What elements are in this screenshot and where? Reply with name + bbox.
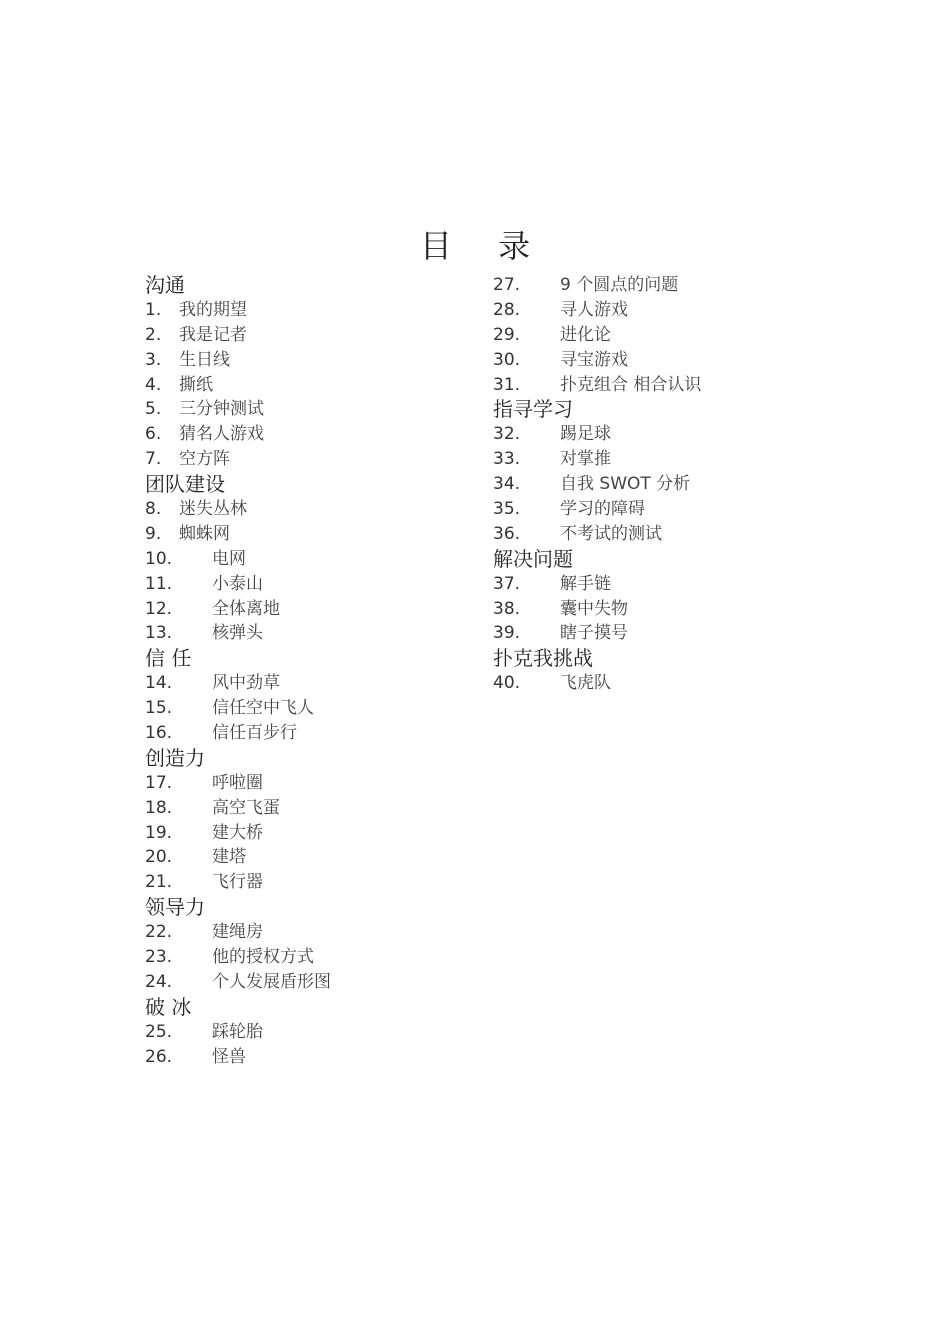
toc-entry[interactable] <box>145 1045 475 1070</box>
toc-entry-number: 26. <box>145 1046 173 1067</box>
toc-section-heading: 破 冰 <box>145 994 192 1019</box>
toc-entry-label: 呼啦圈 <box>212 772 263 793</box>
toc-entry-number: 23. <box>145 947 173 968</box>
toc-entry[interactable] <box>493 273 823 298</box>
toc-entry[interactable] <box>145 821 475 846</box>
toc-entry-number: 20. <box>145 847 173 868</box>
toc-entry-label: 飞虎队 <box>560 673 611 694</box>
toc-section-heading: 扑克我挑战 <box>493 646 593 671</box>
toc-entry-number: 4. <box>145 374 162 395</box>
toc-entry[interactable] <box>493 348 823 373</box>
toc-entry-label: 撕纸 <box>179 374 213 395</box>
toc-section-heading: 信 任 <box>145 646 192 671</box>
toc-entry-label: 对掌推 <box>560 449 611 470</box>
toc-entry-label: 核弹头 <box>212 623 263 644</box>
toc-entry-number: 24. <box>145 971 173 992</box>
toc-entry[interactable] <box>145 572 475 597</box>
toc-entry-label: 瞎子摸号 <box>560 623 628 644</box>
toc-entry[interactable] <box>145 547 475 572</box>
toc-entry[interactable] <box>493 373 823 398</box>
toc-entry-label: 踢足球 <box>560 424 611 445</box>
toc-entry-label: 他的授权方式 <box>212 947 314 968</box>
toc-entry-label: 小泰山 <box>212 573 263 594</box>
toc-entry[interactable] <box>145 1020 475 1045</box>
toc-entry[interactable] <box>493 447 823 472</box>
toc-entry[interactable] <box>145 298 475 323</box>
toc-entry[interactable] <box>145 323 475 348</box>
toc-entry-label: 扑克组合 相合认识 <box>560 374 702 395</box>
toc-entry-number: 11. <box>145 573 173 594</box>
toc-entry-label: 高空飞蛋 <box>212 797 280 818</box>
toc-entry[interactable] <box>145 397 475 422</box>
toc-entry-number: 37. <box>493 573 521 594</box>
toc-entry-label: 不考试的测试 <box>560 523 662 544</box>
toc-entry-number: 16. <box>145 723 173 744</box>
toc-section-heading: 指寻学习 <box>493 397 573 422</box>
toc-entry-label: 电网 <box>212 548 246 569</box>
toc-entry-label: 全体离地 <box>212 598 280 619</box>
toc-entry-number: 28. <box>493 299 521 320</box>
toc-entry-label: 9 个圆点的问题 <box>560 275 679 295</box>
toc-entry-number: 19. <box>145 822 173 843</box>
toc-entry-label: 囊中失物 <box>560 598 628 619</box>
toc-entry-label: 迷失丛林 <box>179 499 247 520</box>
toc-section-heading: 沟通 <box>145 273 185 297</box>
toc-entry[interactable] <box>145 970 475 995</box>
toc-entry-number: 39. <box>493 623 521 644</box>
toc-entry-number: 5. <box>145 399 162 420</box>
toc-entry-number: 36. <box>493 523 521 544</box>
toc-entry-label: 寻人游戏 <box>560 299 628 320</box>
toc-entry[interactable] <box>145 348 475 373</box>
toc-entry[interactable] <box>145 422 475 447</box>
toc-entry-number: 9. <box>145 523 162 544</box>
toc-entry[interactable] <box>145 845 475 870</box>
toc-entry[interactable] <box>493 597 823 622</box>
toc-entry-number: 10. <box>145 548 173 569</box>
toc-entry-label: 建大桥 <box>212 822 263 843</box>
toc-entry-label: 生日线 <box>179 349 230 370</box>
toc-entry-number: 31. <box>493 374 521 395</box>
toc-entry[interactable] <box>493 422 823 447</box>
toc-entry-label: 空方阵 <box>179 449 230 470</box>
toc-left-column <box>145 273 475 1070</box>
toc-entry-label: 风中劲草 <box>212 673 280 694</box>
toc-entry[interactable] <box>145 522 475 547</box>
toc-entry-label: 自我 SWOT 分析 <box>560 474 691 495</box>
toc-entry-number: 15. <box>145 698 173 719</box>
toc-entry-label: 猜名人游戏 <box>179 424 264 445</box>
toc-entry[interactable] <box>493 323 823 348</box>
toc-entry-number: 7. <box>145 449 162 470</box>
toc-entry[interactable] <box>145 497 475 522</box>
toc-entry-label: 怪兽 <box>212 1046 246 1067</box>
toc-entry-number: 33. <box>493 449 521 470</box>
toc-entry[interactable] <box>145 721 475 746</box>
toc-entry[interactable] <box>493 522 823 547</box>
toc-entry[interactable] <box>493 472 823 497</box>
toc-entry-label: 信任空中飞人 <box>212 698 314 719</box>
toc-entry-number: 30. <box>493 349 521 370</box>
toc-entry-label: 我是记者 <box>179 324 247 345</box>
toc-entry-number: 1. <box>145 299 162 320</box>
toc-entry-label: 学习的障碍 <box>560 499 645 520</box>
toc-entry-number: 27. <box>493 275 521 295</box>
toc-entry[interactable] <box>145 373 475 398</box>
toc-entry-label: 蜘蛛网 <box>179 523 230 544</box>
toc-entry-number: 40. <box>493 673 521 694</box>
toc-entry-number: 34. <box>493 474 521 495</box>
toc-entry-label: 踩轮胎 <box>212 1021 263 1042</box>
toc-entry[interactable] <box>145 796 475 821</box>
toc-entry-number: 2. <box>145 324 162 345</box>
toc-entry-number: 12. <box>145 598 173 619</box>
toc-entry[interactable] <box>145 771 475 796</box>
toc-entry-number: 6. <box>145 424 162 445</box>
toc-entry[interactable] <box>145 945 475 970</box>
toc-entry[interactable] <box>493 497 823 522</box>
toc-entry-label: 三分钟测试 <box>179 399 264 420</box>
toc-right-column <box>493 273 823 696</box>
toc-entry[interactable] <box>493 572 823 597</box>
toc-entry-label: 寻宝游戏 <box>560 349 628 370</box>
toc-entry-number: 35. <box>493 499 521 520</box>
toc-entry[interactable] <box>145 621 475 646</box>
toc-entry[interactable] <box>145 447 475 472</box>
toc-entry-number: 29. <box>493 324 521 345</box>
toc-entry[interactable] <box>145 920 475 945</box>
toc-entry-number: 18. <box>145 797 173 818</box>
toc-section-heading: 创造力 <box>145 745 205 770</box>
toc-entry[interactable] <box>493 671 823 696</box>
toc-entry-number: 22. <box>145 922 173 943</box>
toc-entry-number: 38. <box>493 598 521 619</box>
toc-section-heading: 解决问题 <box>493 546 573 571</box>
toc-entry[interactable] <box>493 298 823 323</box>
toc-entry-number: 13. <box>145 623 173 644</box>
toc-entry[interactable] <box>145 597 475 622</box>
toc-entry-label: 信任百步行 <box>212 723 297 744</box>
toc-entry[interactable] <box>145 870 475 895</box>
toc-section-heading: 团队建设 <box>145 472 225 497</box>
toc-entry-number: 32. <box>493 424 521 445</box>
toc-entry-label: 解手链 <box>560 573 611 594</box>
toc-entry-number: 21. <box>145 872 173 893</box>
toc-section-heading: 领导力 <box>145 895 205 920</box>
toc-entry[interactable] <box>145 696 475 721</box>
toc-entry-number: 17. <box>145 772 173 793</box>
page-title: 目 录 <box>419 227 549 265</box>
toc-entry[interactable] <box>145 671 475 696</box>
toc-entry-number: 25. <box>145 1021 173 1042</box>
toc-entry[interactable] <box>493 621 823 646</box>
toc-entry-label: 飞行器 <box>212 872 263 893</box>
toc-entry-number: 8. <box>145 499 162 520</box>
toc-entry-number: 14. <box>145 673 173 694</box>
toc-entry-label: 我的期望 <box>179 299 247 320</box>
toc-entry-label: 建塔 <box>212 847 246 868</box>
toc-entry-label: 个人发展盾形图 <box>212 971 331 992</box>
toc-entry-label: 进化论 <box>560 324 611 345</box>
toc-entry-label: 建绳房 <box>212 922 263 943</box>
toc-entry-number: 3. <box>145 349 162 370</box>
